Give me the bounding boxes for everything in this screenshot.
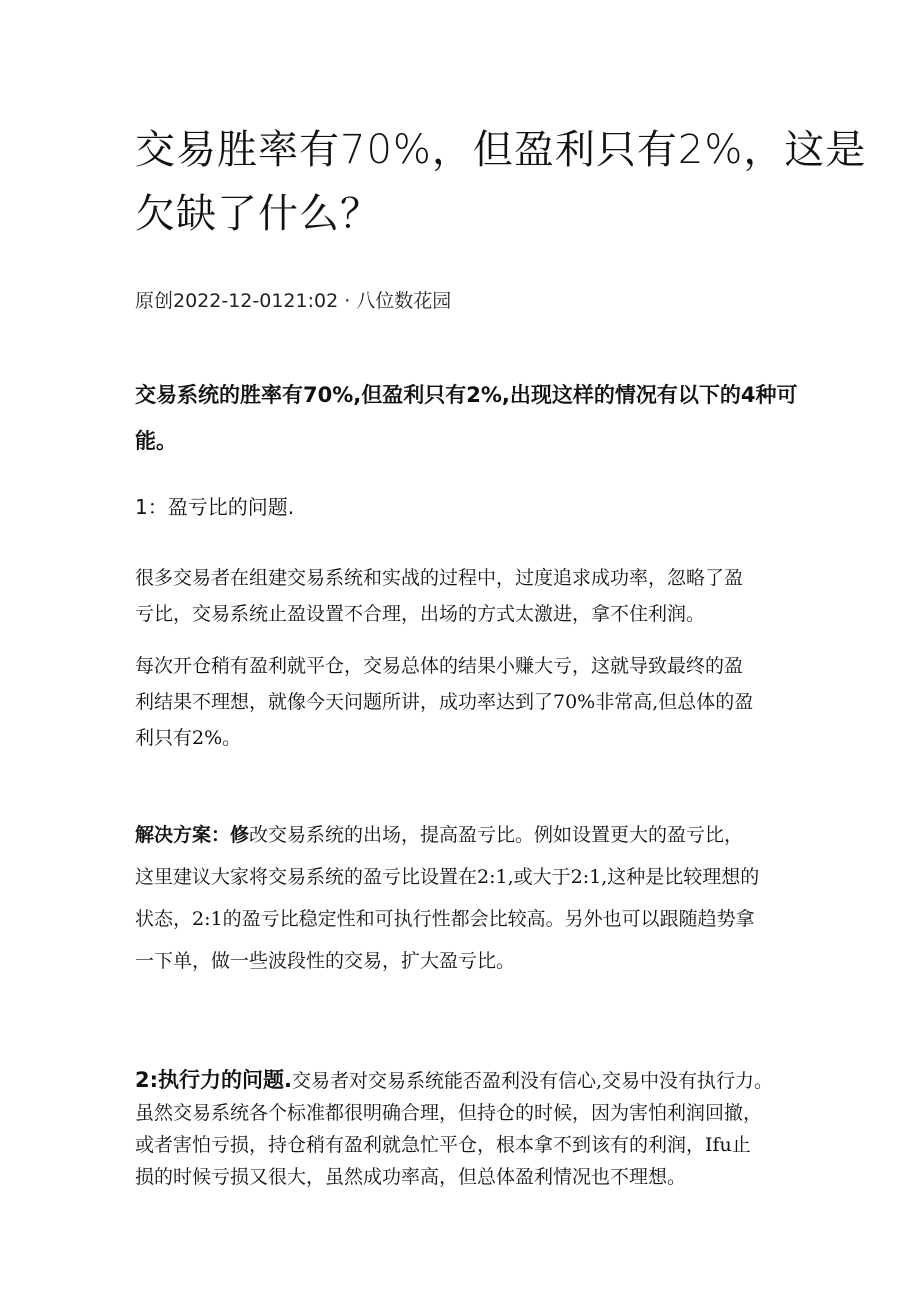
intro-paragraph [135, 372, 815, 464]
text-line: 每次开仓稍有盈利就平仓，交易总体的结果小赚大亏，这就导致最终的盈 [135, 655, 744, 677]
text-line: 很多交易者在组建交易系统和实战的过程中，过度追求成功率，忽略了盈 [135, 567, 744, 589]
paragraph [135, 560, 815, 632]
text-line: 虽然交易系统各个标准都很明确合理，但持仓的时候，因为害怕利润回撤， [135, 1102, 763, 1124]
section-heading-1: 1：盈亏比的问题. [135, 495, 295, 519]
paragraph [135, 648, 815, 756]
section-heading-2: 2:执行力的问题. [135, 1068, 292, 1092]
text-span: 交易者对交易系统能否盈利没有信心,交易中没有执行力。 [292, 1070, 774, 1092]
text-line: 或者害怕亏损，持仓稍有盈利就急忙平仓，根本拿不到该有的利润，Ifu止 [135, 1134, 751, 1156]
text-line: 亏比，交易系统止盈设置不合理，出场的方式太激进，拿不住利润。 [135, 603, 706, 625]
text-line: 状态，2:1的盈亏比稳定性和可执行性都会比较高。另外也可以跟随趋势拿 [135, 908, 755, 930]
text-line: 能。 [135, 429, 177, 453]
title-line: 欠缺了什么？ [135, 191, 381, 237]
text-line: 利结果不理想，就像今天问题所讲，成功率达到了70%非常高,但总体的盈 [135, 691, 754, 713]
text-line [135, 1064, 815, 1097]
solution-paragraph [135, 814, 815, 982]
article-meta: 原创2022-12-0121:02 · 八位数花园 [135, 290, 452, 312]
text-line: 损的时候亏损又很大，虽然成功率高，但总体盈利情况也不理想。 [135, 1166, 687, 1188]
section-2-paragraph [135, 1064, 815, 1193]
text-line: 这里建议大家将交易系统的盈亏比设置在2:1,或大于2:1,这种是比较理想的 [135, 866, 760, 888]
text-span: 改交易系统的出场，提高盈亏比。例如设置更大的盈亏比， [249, 824, 744, 846]
text-line: 交易系统的胜率有70%,但盈利只有2%,出现这样的情况有以下的4种可 [135, 383, 798, 407]
solution-label: 解决方案：修 [135, 824, 250, 846]
article-title [135, 118, 867, 246]
title-line: 交易胜率有70%，但盈利只有2%，这是 [135, 127, 867, 173]
text-line [135, 814, 815, 856]
text-line: 利只有2%。 [135, 727, 242, 749]
text-line: 一下单，做一些波段性的交易，扩大盈亏比。 [135, 950, 516, 972]
